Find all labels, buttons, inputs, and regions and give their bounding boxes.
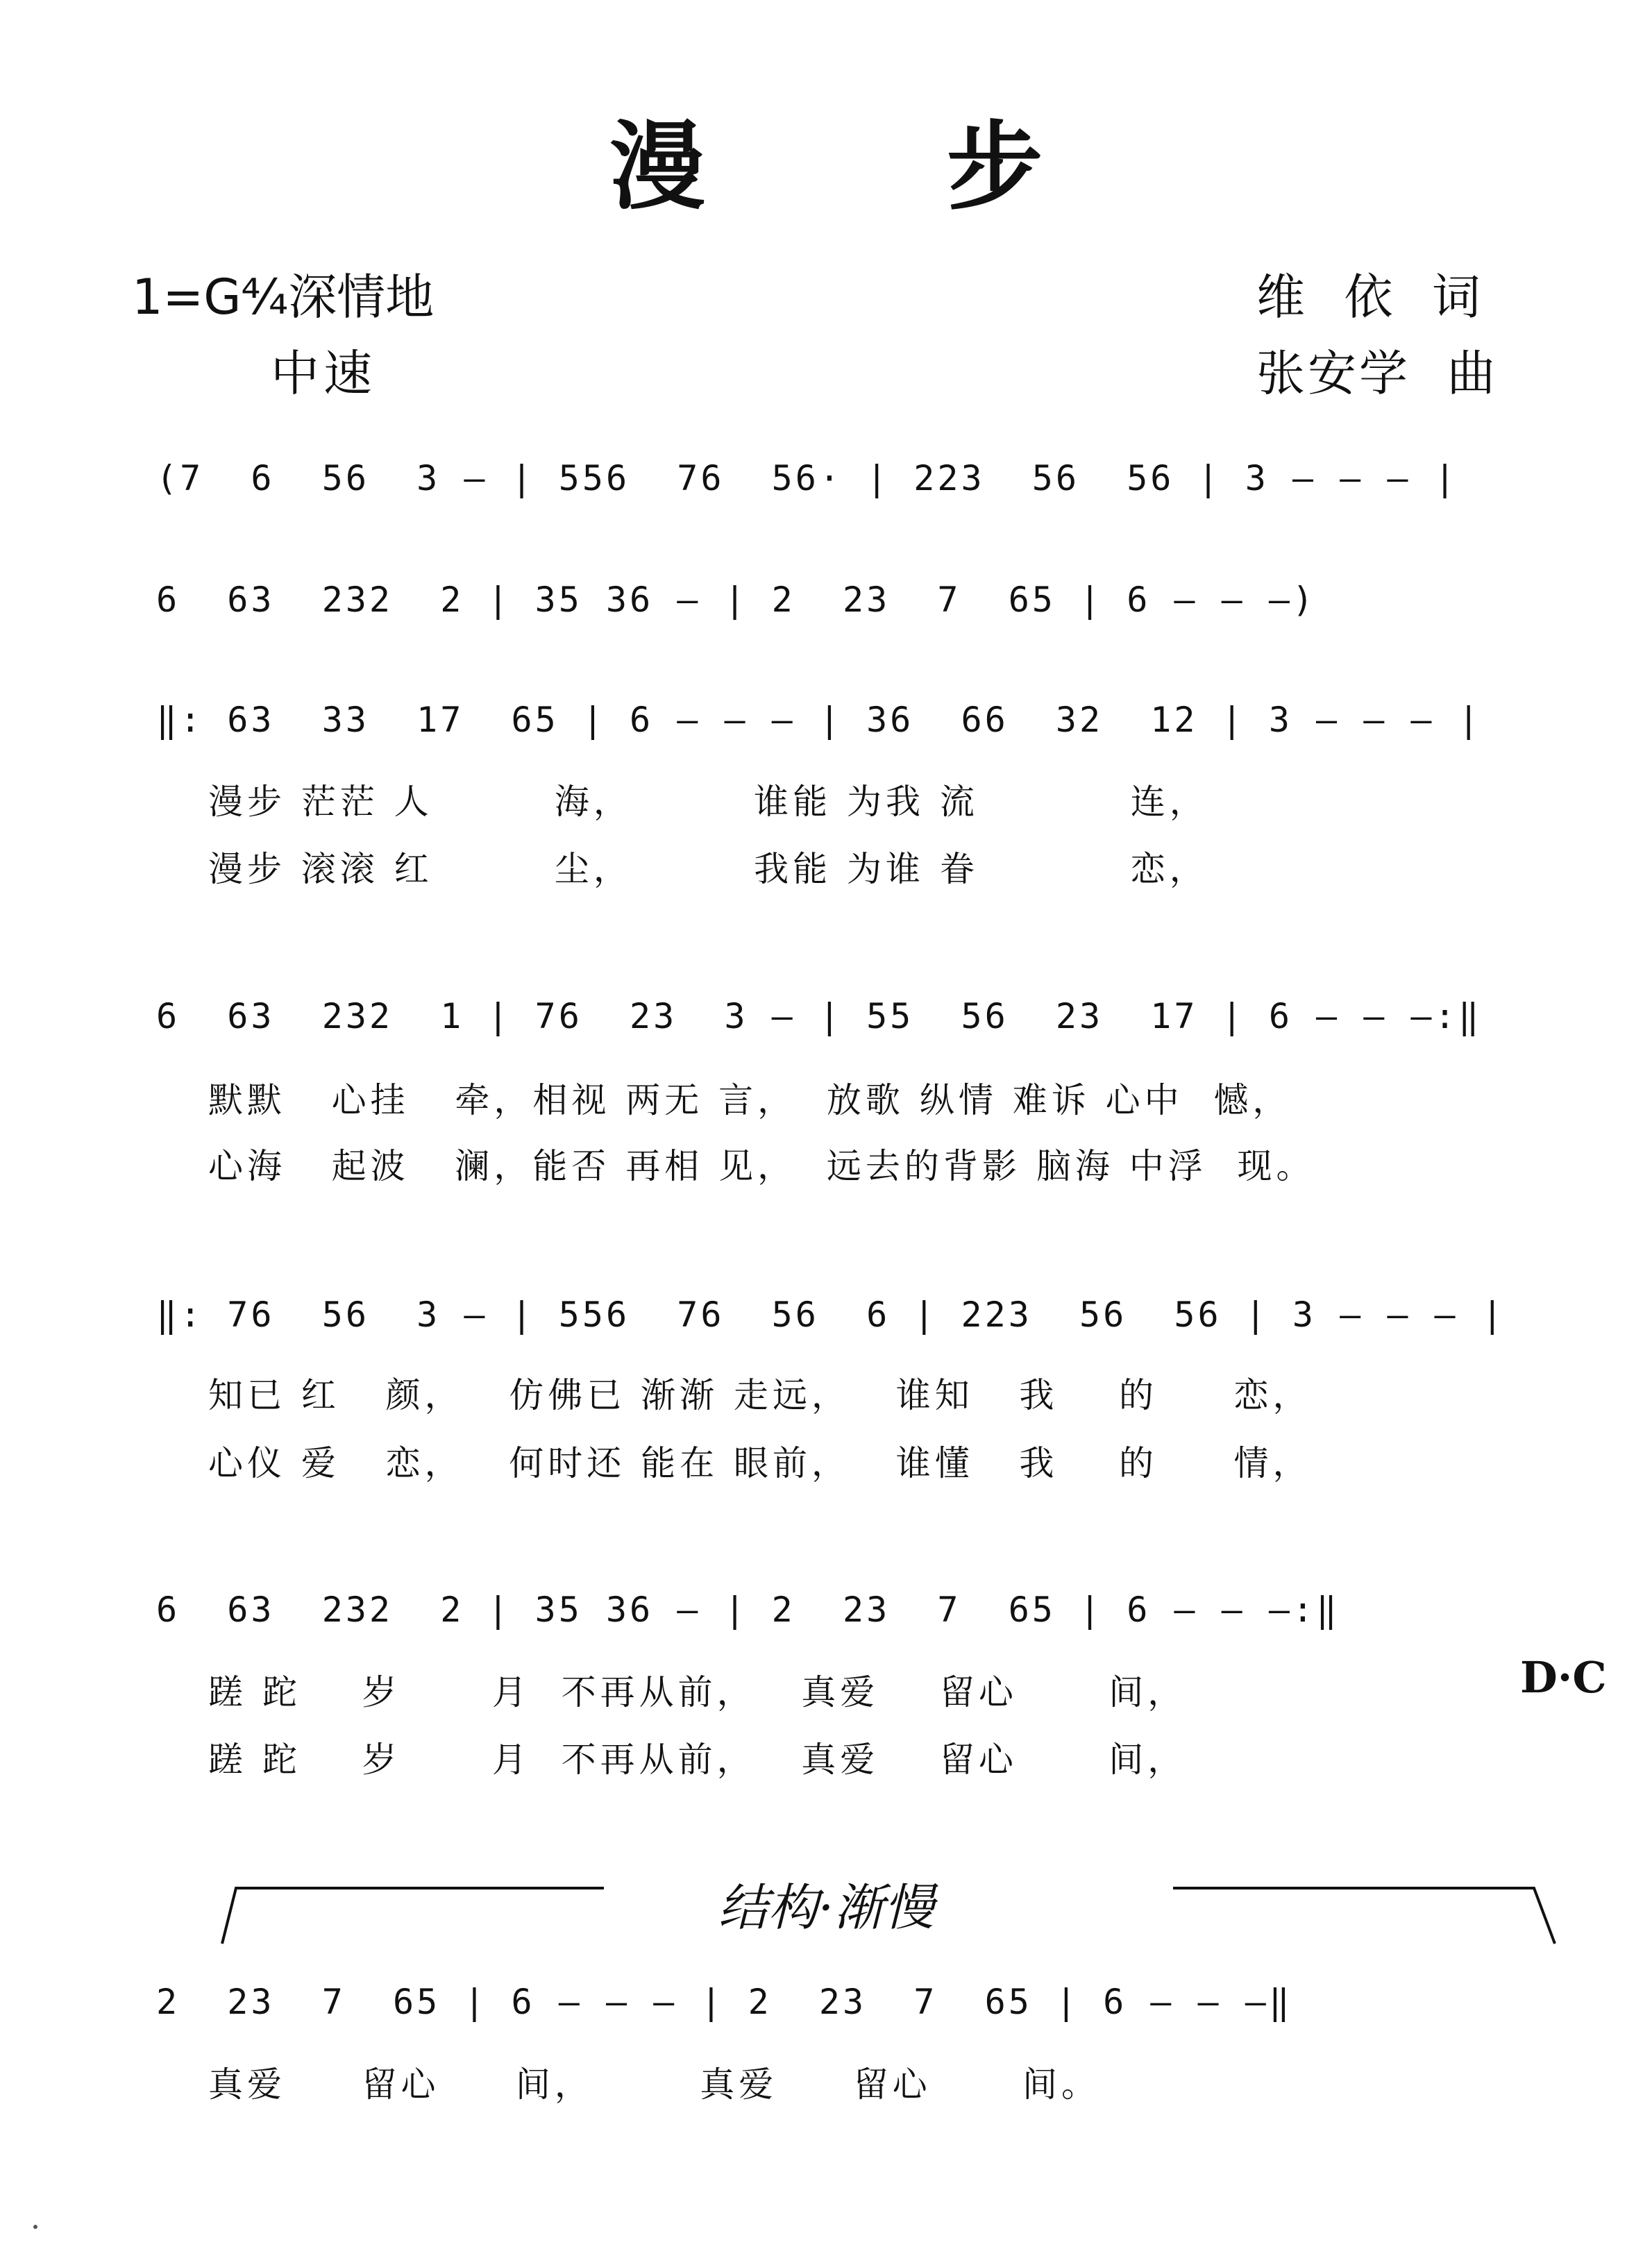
lyric-line-4-verse-1: 默默 心挂 牵，相视 两无 言， 放歌 纵情 难诉 心中 憾， — [208, 1080, 1292, 1120]
score-line-4: 6 63 232 1 | 76 23 3 — | 55 56 23 17 | 6 — — —:‖ — [156, 996, 1482, 1036]
score-line-6: 6 63 232 2 | 35 36 — | 2 23 7 65 | 6 — — —:‖ — [156, 1590, 1340, 1630]
lyric-line-5-verse-1: 知已 红 颜， 仿佛已 渐渐 走远， 谁知 我 的 恋， — [208, 1375, 1312, 1415]
coda-label: 结构·渐慢 — [718, 1878, 934, 1937]
score-line-intro-2: 6 63 232 2 | 35 36 — | 2 23 7 65 | 6 — — —) — [156, 580, 1317, 620]
composer-credit: 张安学 曲 — [1256, 345, 1499, 402]
song-title: 漫 步 — [609, 110, 1147, 223]
lyric-line-5-verse-2: 心仪 爱 恋， 何时还 能在 眼前， 谁懂 我 的 情， — [208, 1443, 1312, 1483]
lyric-line-3-verse-2: 漫步 滚滚 红 尘， 我能 为谁 眷 恋， — [208, 849, 1208, 889]
score-line-5: ‖: 76 56 3 — | 556 76 56 6 | 223 56 56 | 3 — — — | — [156, 1295, 1506, 1335]
dc-marking: D·C — [1520, 1652, 1607, 1703]
score-line-intro-1: (7 6 56 3 — | 556 76 56· | 223 56 56 | 3 — — — | — [156, 458, 1458, 498]
lyric-line-6-verse-1: 蹉 跎 岁 月 不再从前， 真爱 留心 间， — [208, 1672, 1187, 1712]
key-signature: 1=G⁴⁄₄深情地 — [132, 269, 435, 326]
tempo-marking: 中速 — [271, 345, 376, 402]
lyric-line-6-verse-2: 蹉 跎 岁 月 不再从前， 真爱 留心 间， — [208, 1740, 1187, 1780]
lyric-line-4-verse-2: 心海 起波 澜，能否 再相 见， 远去的背影 脑海 中浮 现。 — [208, 1146, 1315, 1186]
scan-speck — [33, 2225, 37, 2229]
score-line-3: ‖: 63 33 17 65 | 6 — — — | 36 66 32 12 | 3 — — — | — [156, 700, 1482, 740]
lyric-line-7: 真爱 留心 间， 真爱 留心 间。 — [208, 2064, 1101, 2105]
lyricist-credit: 维 依 词 — [1256, 269, 1484, 326]
score-line-7: 2 23 7 65 | 6 — — — | 2 23 7 65 | 6 — — —‖ — [156, 1982, 1292, 2022]
lyric-line-3-verse-1: 漫步 茫茫 人 海， 谁能 为我 流 连， — [208, 782, 1208, 822]
